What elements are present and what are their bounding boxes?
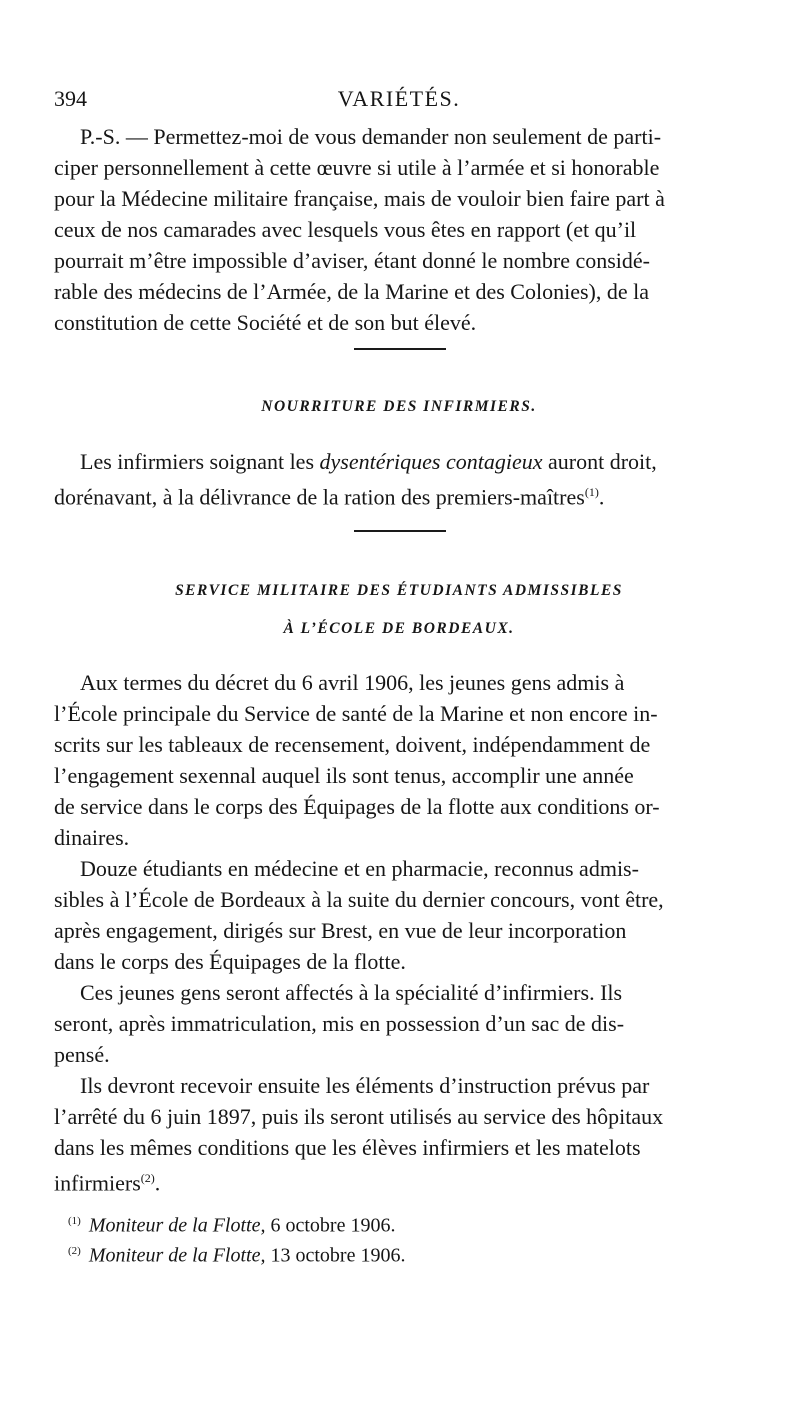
text-run: Les infirmiers soignant les [80,449,320,474]
text-line: de service dans le corps des Équipages de la flotte aux conditions or- [54,794,660,819]
nourriture-paragraph [54,446,744,508]
footnote-date: 13 octobre 1906. [265,1244,406,1267]
footnote-2 [68,1236,668,1266]
text-line: Ils devront recevoir ensuite les éléments d’instruction prévus par [80,1073,650,1098]
section-divider [354,530,446,532]
text-line: Ces jeunes gens seront affectés à la spécialité d’infirmiers. Ils [80,980,623,1005]
postscript-paragraph [54,121,744,338]
section-heading-service: SERVICE MILITAIRE DES ÉTUDIANTS ADMISSIBLES [175,582,623,599]
text-line: l’arrêté du 6 juin 1897, puis ils seront utilisés au service des hôpitaux [54,1104,664,1129]
italic-term: dysentériques contagieux [319,449,543,474]
text-line: scrits sur les tableaux de recensement, doivent, indépendamment de [54,732,651,757]
text-line: l’engagement sexennal auquel ils sont tenus, accomplir une année [54,763,634,788]
text-line: Douze étudiants en médecine et en pharmacie, reconnus admis- [80,856,639,881]
text-run: . [598,484,605,510]
footnote-source: Moniteur de la Flotte, [88,1244,266,1267]
footnote-ref-2: (2) [140,1171,155,1185]
text-line: Aux termes du décret du 6 avril 1906, les jeunes gens admis à [80,670,625,695]
text-line: ceux de nos camarades avec lesquels vous êtes en rapport (et qu’il [54,217,637,242]
text-line [54,446,744,477]
text-run: dorénavant, à la délivrance de la ration des premiers-maîtres [54,484,585,510]
text-line: rable des médecins de l’Armée, de la Marine et des Colonies), de la [54,279,649,304]
footnote-date: 6 octobre 1906. [265,1214,396,1237]
footnote-mark: (2) [68,1245,81,1257]
page-header [54,86,744,116]
text-line: dans le corps des Équipages de la flotte. [54,949,406,974]
text-line: après engagement, dirigés sur Brest, en vue de leur incorporation [54,918,627,943]
text-line: ciper personnellement à cette œuvre si utile à l’armée et si honorable [54,155,660,180]
footnote-ref-1: (1) [584,485,599,499]
footnotes [68,1206,668,1266]
text-line: pensé. [54,1042,110,1067]
text-line: l’École principale du Service de santé de la Marine et non encore in- [54,701,658,726]
text-line: pour la Médecine militaire française, mais de vouloir bien faire part à [54,186,665,211]
section-subheading-bordeaux: À L’ÉCOLE DE BORDEAUX. [283,620,515,637]
footnote-mark: (1) [68,1215,81,1227]
section-divider [354,348,446,350]
text-line: seront, après immatriculation, mis en possession d’un sac de dis- [54,1011,625,1036]
footnote-source: Moniteur de la Flotte, [88,1214,266,1237]
text-line: P.-S. — Permettez-moi de vous demander non seulement de parti- [80,124,662,149]
text-line: pourrait m’être impossible d’aviser, étant donné le nombre considé- [54,248,650,273]
text-run: auront droit, [542,449,657,474]
text-line [54,1163,744,1194]
section-heading-nourriture: NOURRITURE DES INFIRMIERS. [261,398,537,415]
text-line: sibles à l’École de Bordeaux à la suite du dernier concours, vont être, [54,887,664,912]
page-number: 394 [54,86,87,111]
text-run: infirmiers [54,1170,141,1196]
text-line: constitution de cette Société et de son but élevé. [54,310,477,335]
footnote-1 [68,1206,668,1236]
text-run: . [154,1170,161,1196]
text-line: dinaires. [54,825,130,850]
text-line: dans les mêmes conditions que les élèves infirmiers et les matelots [54,1135,641,1160]
running-title: VARIÉTÉS. [337,86,461,111]
service-body [54,667,744,1194]
text-line [54,477,744,508]
